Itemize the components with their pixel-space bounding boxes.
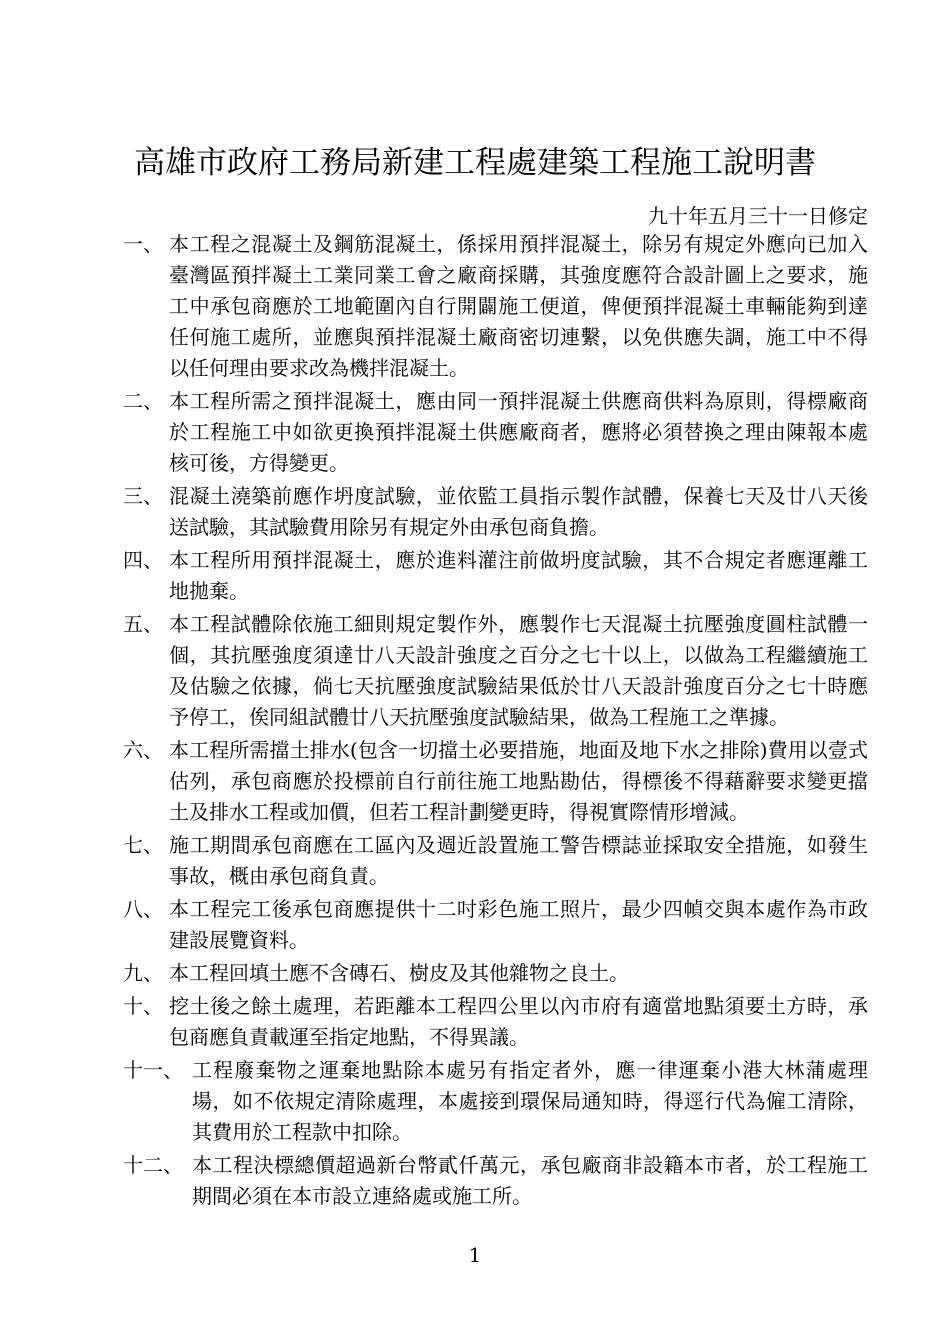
list-item [123,386,868,479]
revision-date: 九十年五月三十一日修定 [648,204,868,228]
list-item [123,609,868,733]
list-item [123,1055,868,1148]
item-number: 一、 [123,232,163,256]
page-number: 1 [468,1243,482,1267]
item-text: 本工程試體除依施工細則規定製作外，應製作七天混凝土抗壓強度圓柱試體一個，其抗壓強度須達廿八天設計強度之百分之七十以上，以做為工程繼續施工及估驗之依據，倘七天抗壓強度試驗結果低於廿八天設計強度百分之七十時應予停工，俟同組試體廿八天抗壓強度試驗結果，做為工程施工之準據。 [169,612,868,729]
list-item [123,545,868,607]
item-number: 十、 [123,994,163,1018]
list-item [123,735,868,828]
item-text: 挖土後之餘土處理，若距離本工程四公里以內市府有適當地點須要土方時，承包商應負責載運至指定地點，不得異議。 [169,994,868,1049]
specification-list [123,229,868,1214]
item-text: 本工程之混凝土及鋼筋混凝土，係採用預拌混凝土，除另有規定外應向已加入臺灣區預拌凝土工業同業工會之廠商採購，其強度應符合設計圖上之要求，施工中承包商應於工地範圍內自行開闢施工便道，俾便預拌混凝土車輛能夠到達任何施工處所，並應與預拌混凝土廠商密切連繫，以免供應失調，施工中不得以任何理由要求改為機拌混凝土。 [169,232,868,380]
item-text: 本工程決標總價超過新台幣貳仟萬元，承包廠商非設籍本市者，於工程施工期間必須在本市設立連絡處或施工所。 [192,1153,868,1208]
item-number: 六、 [123,738,163,762]
item-text: 本工程回填土應不含磚石、樹皮及其他雜物之良土。 [169,961,629,985]
item-number: 五、 [123,612,163,636]
list-item [123,481,868,543]
item-text: 本工程完工後承包商應提供十二吋彩色施工照片，最少四幀交與本處作為市政建設展覽資料。 [169,897,868,952]
item-number: 九、 [123,961,163,985]
item-number: 七、 [123,833,163,857]
item-number: 八、 [123,897,163,921]
item-number: 四、 [123,548,163,572]
item-number: 二、 [123,389,163,413]
list-item [123,229,868,384]
list-item [123,991,868,1053]
list-item [123,894,868,956]
item-text: 本工程所用預拌混凝土，應於進料灌注前做坍度試驗，其不合規定者應運離工地拋棄。 [169,548,868,603]
item-number: 三、 [123,484,163,508]
list-item [123,958,868,989]
item-number: 十一、 [123,1058,183,1082]
item-text: 施工期間承包商應在工區內及週近設置施工警告標誌並採取安全措施，如發生事故，概由承包商負責。 [169,833,868,888]
item-text: 本工程所需擋土排水(包含一切擋土必要措施，地面及地下水之排除)費用以壹式估列，承包商應於投標前自行前往施工地點勘估，得標後不得藉辭要求變更擋土及排水工程或加價，但若工程計劃變更時，得視實際情形增減。 [169,738,868,824]
document-title: 高雄市政府工務局新建工程處建築工程施工說明書 [134,145,816,181]
list-item [123,830,868,892]
list-item [123,1150,868,1212]
item-number: 十二、 [123,1153,183,1177]
item-text: 混凝土澆築前應作坍度試驗，並依監工員指示製作試體，保養七天及廿八天後送試驗，其試驗費用除另有規定外由承包商負擔。 [169,484,868,539]
item-text: 本工程所需之預拌混凝土，應由同一預拌混凝土供應商供料為原則，得標廠商於工程施工中如欲更換預拌混凝土供應廠商者，應將必須替換之理由陳報本處核可後，方得變更。 [169,389,868,475]
item-text: 工程廢棄物之運棄地點除本處另有指定者外，應一律運棄小港大林蒲處理場，如不依規定清除處理，本處接到環保局通知時，得逕行代為僱工清除，其費用於工程款中扣除。 [192,1058,868,1144]
